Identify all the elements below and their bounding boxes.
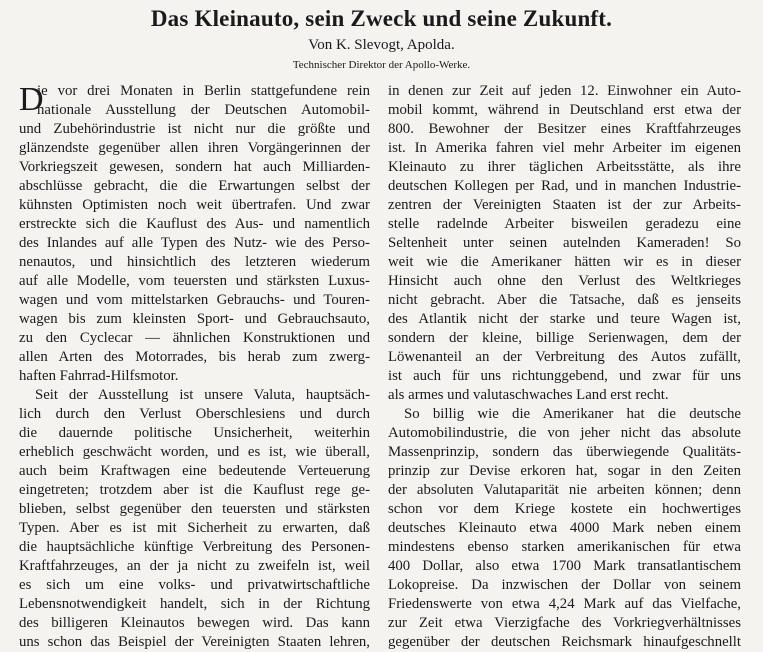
text-line: erstreckte sich die Kauflust des Aus- und namentlich [19, 216, 370, 232]
text-line: So billig wie die Amerikaner hat die deutsche [404, 406, 741, 422]
text-line: ie vor drei Monaten in Berlin stattgefundene rein [37, 83, 370, 99]
text-line: Lebensnotwendigkeit handelt, sich in der Richtung [19, 596, 370, 612]
text-line: wagen bis zum kleinsten Sport- und Gebrauchsauto, [19, 311, 370, 327]
text-line: deutsches Kleinauto etwa 4000 Mark neben einem [388, 520, 741, 536]
drop-cap: D [19, 81, 44, 118]
text-line: zu den Cyclecar — ähnlichen Konstruktionen und [19, 330, 370, 346]
right-column-text [388, 82, 741, 652]
text-line: Typen. Aber es ist mit Sicherheit zu erwarten, daß [19, 520, 370, 536]
text-line: in denen zur Zeit auf jeden 12. Einwohner ein Auto- [388, 83, 741, 99]
text-line: Seit der Ausstellung ist unsere Valuta, hauptsäch- [35, 387, 370, 403]
text-line: sondern der kleine, billige Serienwagen, dem der [388, 330, 741, 346]
left-column [19, 82, 370, 652]
text-line: Kleinauto zu ihrer täglichen Arbeitsstätte, als ihre [388, 159, 741, 175]
text-line: allen Arten des Motorrades, bis herab zum zwerg- [19, 349, 370, 365]
article-title: Das Kleinauto, sein Zweck und seine Zukunft. [150, 6, 613, 31]
text-line: Vorkriegszeit gewesen, sondern hat auch Milliarden- [19, 159, 370, 175]
text-line: Automobilindustrie, die von jeher nicht das absolute [388, 425, 741, 441]
text-line: zentren der Vereinigten Staaten ist der zur Arbeits- [388, 197, 741, 213]
text-line: die hauptsächliche künftige Verbreitung des Personen- [19, 539, 370, 555]
text-line: Hinsicht auch ohne den Verlust des Weltkrieges [388, 273, 741, 289]
text-line: blieben, selbst gegenüber den teuersten und stärksten [19, 501, 370, 517]
text-line: es sich um eine volks- und privatwirtschaftliche [19, 577, 370, 593]
text-line: nenautos, und hinsichtlich des letzteren wiederum [19, 254, 370, 270]
text-line: glänzendste gegenüber allen ihren Vorgängerinnen der [19, 140, 370, 156]
text-line: gegenüber der deutschen Reichsmark hinaufgeschnellt [388, 634, 741, 650]
text-line: stelle radelnde Arbeiter bisweilen geradezu eine [388, 216, 741, 232]
text-line: die dauernde politische Unsicherheit, weiterhin [19, 425, 370, 441]
text-line: Friedenswerte von etwa 4,24 Mark auf das Vielfache, [388, 596, 741, 612]
text-line: weit wie die Amerikaner hätten wir es in dieser [388, 254, 741, 270]
text-line: des Inlandes auf alle Typen des Nutz- wie des Perso- [19, 235, 370, 251]
text-line: nationale Ausstellung der Deutschen Automobil- [37, 102, 370, 118]
author-role: Technischer Direktor der Apollo-Werke. [292, 59, 471, 71]
text-line: 400 Dollar, also etwa 1700 Mark transatlantischem [388, 558, 741, 574]
left-column-text [19, 82, 370, 652]
text-line: ist auch für uns richtunggebend, und zwar für uns [388, 368, 741, 384]
text-line: mindestens ebenso starken amerikanischen für etwa [388, 539, 741, 555]
text-line: Kraftfahrzeuges, an der ja nicht zu zweifeln ist, weil [19, 558, 370, 574]
text-line: Seltenheit unter seinen autelnden Kameraden! So [388, 235, 741, 251]
text-line: Lokopreise. Da inzwischen der Dollar von seinem [388, 577, 741, 593]
text-line: auf alle Modelle, vom teuersten und stärksten Luxus- [19, 273, 370, 289]
text-line: ist. In Amerika fahren viel mehr Arbeiter im eigenen [388, 140, 741, 156]
text-line: der absoluten Valutaparität nie arbeiten können; denn [388, 482, 741, 498]
text-line: 800. Bewohner der Besitzer eines Kraftfahrzeuges [388, 121, 741, 137]
text-line: nicht gebracht. Aber die Tatsache, daß es jenseits [388, 292, 741, 308]
text-line: mobil kommt, während in Deutschland erst etwa der [388, 102, 741, 118]
text-line: kühnsten Optimisten noch weit übertrafen. Und zwar [19, 197, 370, 213]
text-line: des billigeren Kleinautos bewegen wird. Das kann [19, 615, 370, 631]
text-line: eingetreten; trotzdem aber ist die Kauflust rege ge- [19, 482, 370, 498]
article-author: Von K. Slevogt, Apolda. [308, 37, 455, 53]
text-line: Massenprinzip, sondern das überwiegende Qualitäts- [388, 444, 741, 460]
text-line: deutschen Kollegen per Rad, und in manchen Industrie- [388, 178, 741, 194]
text-line: erheblich geschwächt worden, und es ist, wie überall, [19, 444, 370, 460]
text-line: wagen und vom mittelstarken Gebrauchs- und Touren- [19, 292, 370, 308]
text-line: Löwenanteil an der Verbreitung des Autos zufällt, [388, 349, 741, 365]
text-line: und Zubehörindustrie ist nicht nur die größte und [19, 121, 370, 137]
text-line: abschlüsse gebracht, die die Erwartungen selbst der [19, 178, 370, 194]
text-line: haften Fahrrad-Hilfsmotor. [19, 368, 179, 384]
text-line: als armes und valutaschwaches Land erst recht. [388, 387, 669, 403]
text-line: lich durch den Verlust Oberschlesiens und durch [19, 406, 370, 422]
text-line: des Atlantik nicht der starke und teure Wagen ist, [388, 311, 741, 327]
text-line: auch beim Kraftwagen eine bedeutende Verteuerung [19, 463, 370, 479]
text-line: uns schon das Beispiel der Vereinigten Staaten lehren, [19, 634, 370, 650]
text-line: zur Zeit etwa Vierzigfache des Vorkriegverhältnisses [388, 615, 741, 631]
right-column [388, 82, 741, 652]
text-line: prinzip zur Devise erkoren hat, sogar in den Zeiten [388, 463, 741, 479]
text-line: schon vor dem Kriege kostete ein hochwertiges [388, 501, 741, 517]
